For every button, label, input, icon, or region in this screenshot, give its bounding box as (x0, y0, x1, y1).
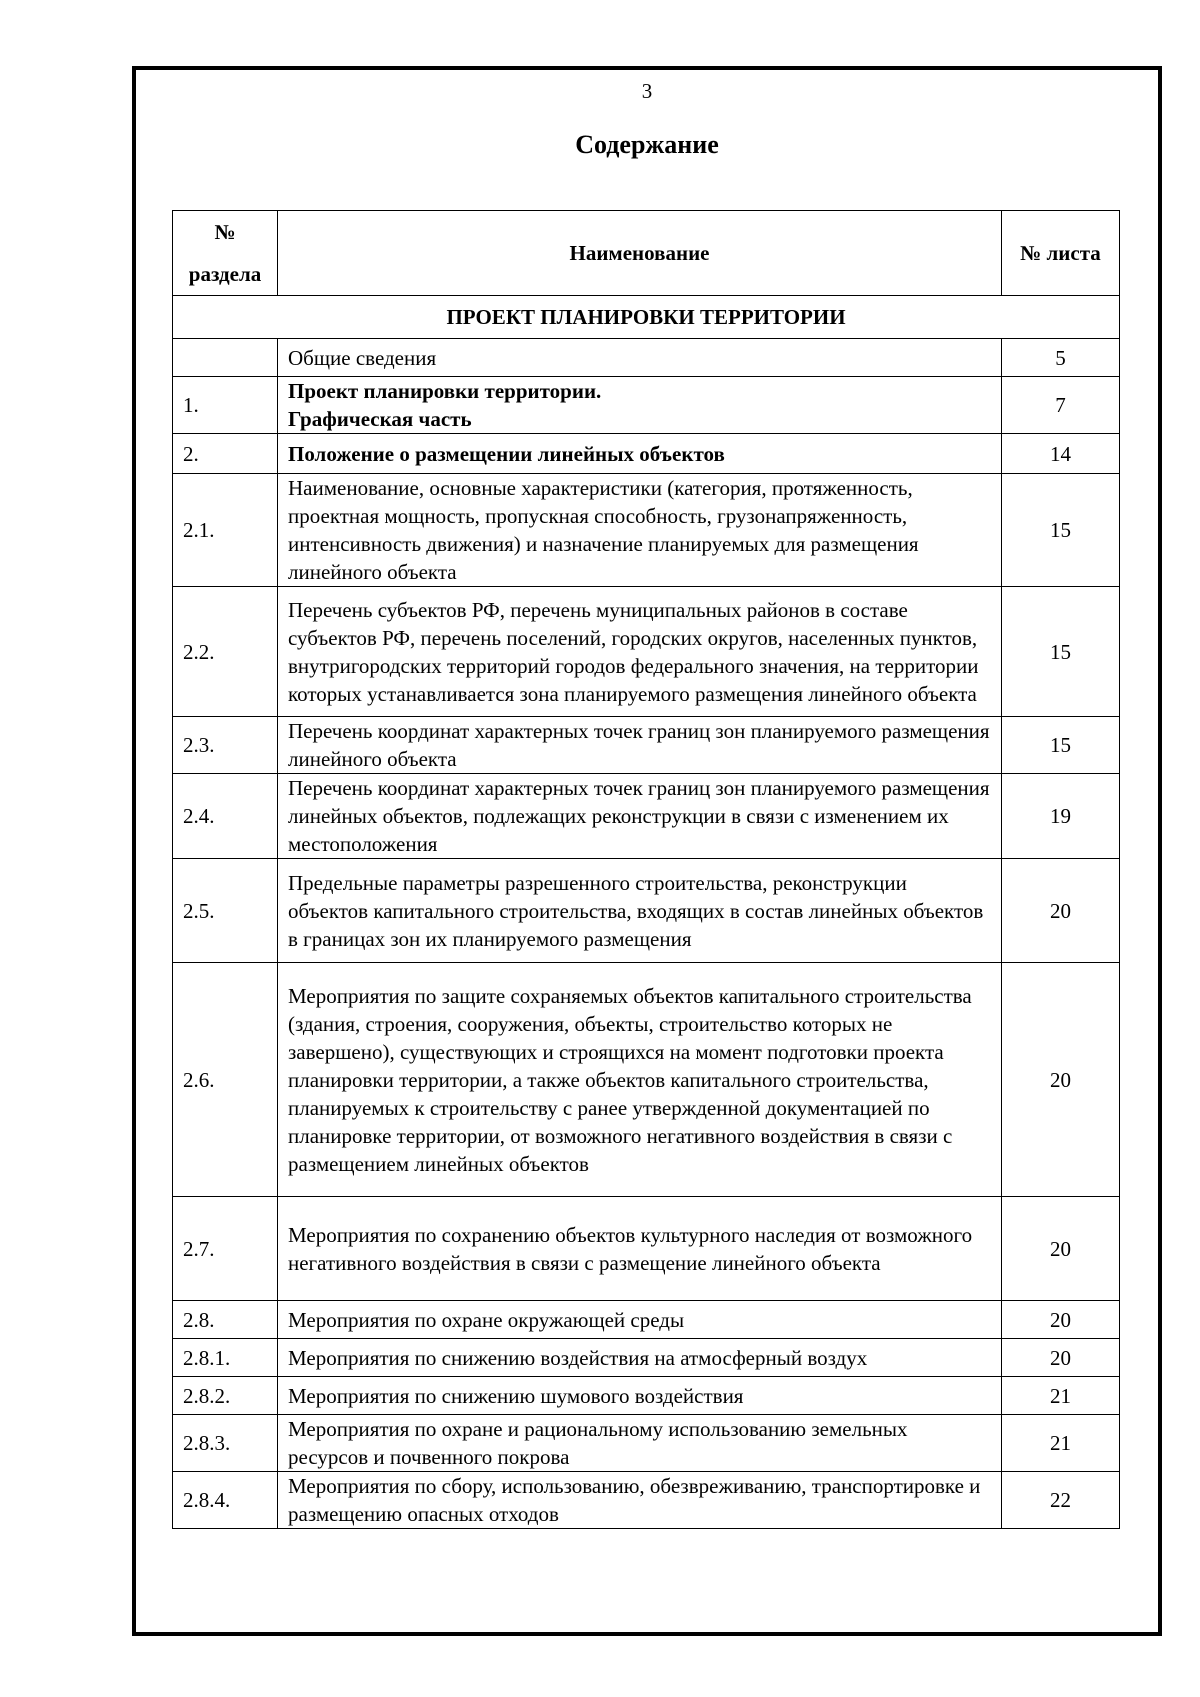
row-name: Проект планировки территории. Графическая часть (278, 377, 1002, 434)
row-sheet-number: 7 (1002, 377, 1120, 434)
table-row (173, 587, 1120, 717)
header-num-label: раздела (188, 262, 262, 286)
row-section-number: 2.5. (173, 859, 278, 963)
row-section-number (173, 339, 278, 377)
table-row (173, 1197, 1120, 1301)
row-sheet-number: 21 (1002, 1415, 1120, 1472)
row-name: Мероприятия по снижению воздействия на атмосферный воздух (278, 1339, 1002, 1377)
section-heading-row (173, 296, 1120, 339)
row-name: Положение о размещении линейных объектов (278, 434, 1002, 474)
header-sheet-number: № листа (1002, 211, 1120, 296)
row-section-number: 2.3. (173, 717, 278, 774)
table-row (173, 1415, 1120, 1472)
table-row (173, 963, 1120, 1197)
row-section-number: 2.8.2. (173, 1377, 278, 1415)
row-section-number: 2.2. (173, 587, 278, 717)
row-name: Общие сведения (278, 339, 1002, 377)
table-row (173, 774, 1120, 859)
table-row (173, 717, 1120, 774)
row-section-number: 2.6. (173, 963, 278, 1197)
table-row (173, 377, 1120, 434)
row-name: Мероприятия по сохранению объектов культурного наследия от возможного негативного воздействия в связи с размещение линейного объекта (278, 1197, 1002, 1301)
row-name: Предельные параметры разрешенного строительства, реконструкции объектов капитального строительства, входящих в состав линейных объектов в границах зон их планируемого размещения (278, 859, 1002, 963)
row-section-number: 2.1. (173, 474, 278, 587)
row-sheet-number: 14 (1002, 434, 1120, 474)
page-title: Содержание (575, 130, 719, 159)
row-name: Мероприятия по охране и рациональному использованию земельных ресурсов и почвенного покрова (278, 1415, 1002, 1472)
row-name: Мероприятия по защите сохраняемых объектов капитального строительства (здания, строения, сооружения, объекты, строительство которых не завершено), существующих и строящихся на момент подготовки проекта планировки территории, а также объектов капитального строительства, планируемых к строительству с ранее утвержденной документацией по планировке территории, от возможного негативного воздействия в связи с размещением линейных объектов (278, 963, 1002, 1197)
contents-table (172, 210, 1120, 1529)
table-row (173, 434, 1120, 474)
table-row (173, 1377, 1120, 1415)
row-sheet-number: 15 (1002, 474, 1120, 587)
row-sheet-number: 20 (1002, 1339, 1120, 1377)
row-section-number: 2.8.4. (173, 1472, 278, 1529)
row-sheet-number: 20 (1002, 1301, 1120, 1339)
row-section-number: 1. (173, 377, 278, 434)
page-number: 3 (641, 79, 653, 103)
row-name: Перечень координат характерных точек границ зон планируемого размещения линейных объектов, подлежащих реконструкции в связи с изменением их местоположения (278, 774, 1002, 859)
header-num-symbol: № (214, 220, 236, 244)
row-name: Мероприятия по снижению шумового воздействия (278, 1377, 1002, 1415)
table-row (173, 1472, 1120, 1529)
row-section-number: 2.8. (173, 1301, 278, 1339)
table-row (173, 474, 1120, 587)
row-name: Перечень координат характерных точек границ зон планируемого размещения линейного объекта (278, 717, 1002, 774)
table-row (173, 1339, 1120, 1377)
section-heading: ПРОЕКТ ПЛАНИРОВКИ ТЕРРИТОРИИ (173, 296, 1120, 339)
row-name: Наименование, основные характеристики (категория, протяженность, проектная мощность, пропускная способность, грузонапряженность, интенсивность движения) и назначение планируемых для размещения линейного объекта (278, 474, 1002, 587)
row-sheet-number: 15 (1002, 587, 1120, 717)
header-section-number (173, 211, 278, 296)
row-sheet-number: 5 (1002, 339, 1120, 377)
row-sheet-number: 19 (1002, 774, 1120, 859)
row-name: Мероприятия по сбору, использованию, обезвреживанию, транспортировке и размещению опасных отходов (278, 1472, 1002, 1529)
table-row (173, 859, 1120, 963)
table-header-row (173, 211, 1120, 296)
row-sheet-number: 22 (1002, 1472, 1120, 1529)
row-name: Мероприятия по охране окружающей среды (278, 1301, 1002, 1339)
row-sheet-number: 15 (1002, 717, 1120, 774)
row-section-number: 2.8.1. (173, 1339, 278, 1377)
row-section-number: 2.4. (173, 774, 278, 859)
row-sheet-number: 20 (1002, 1197, 1120, 1301)
table-row (173, 1301, 1120, 1339)
row-section-number: 2. (173, 434, 278, 474)
row-sheet-number: 20 (1002, 963, 1120, 1197)
row-sheet-number: 21 (1002, 1377, 1120, 1415)
table-row (173, 339, 1120, 377)
row-name: Перечень субъектов РФ, перечень муниципальных районов в составе субъектов РФ, перечень поселений, городских округов, населенных пунктов, внутригородских территорий городов федерального значения, на территории которых устанавливается зона планируемого размещения линейного объекта (278, 587, 1002, 717)
row-sheet-number: 20 (1002, 859, 1120, 963)
row-section-number: 2.8.3. (173, 1415, 278, 1472)
header-name: Наименование (278, 211, 1002, 296)
row-section-number: 2.7. (173, 1197, 278, 1301)
